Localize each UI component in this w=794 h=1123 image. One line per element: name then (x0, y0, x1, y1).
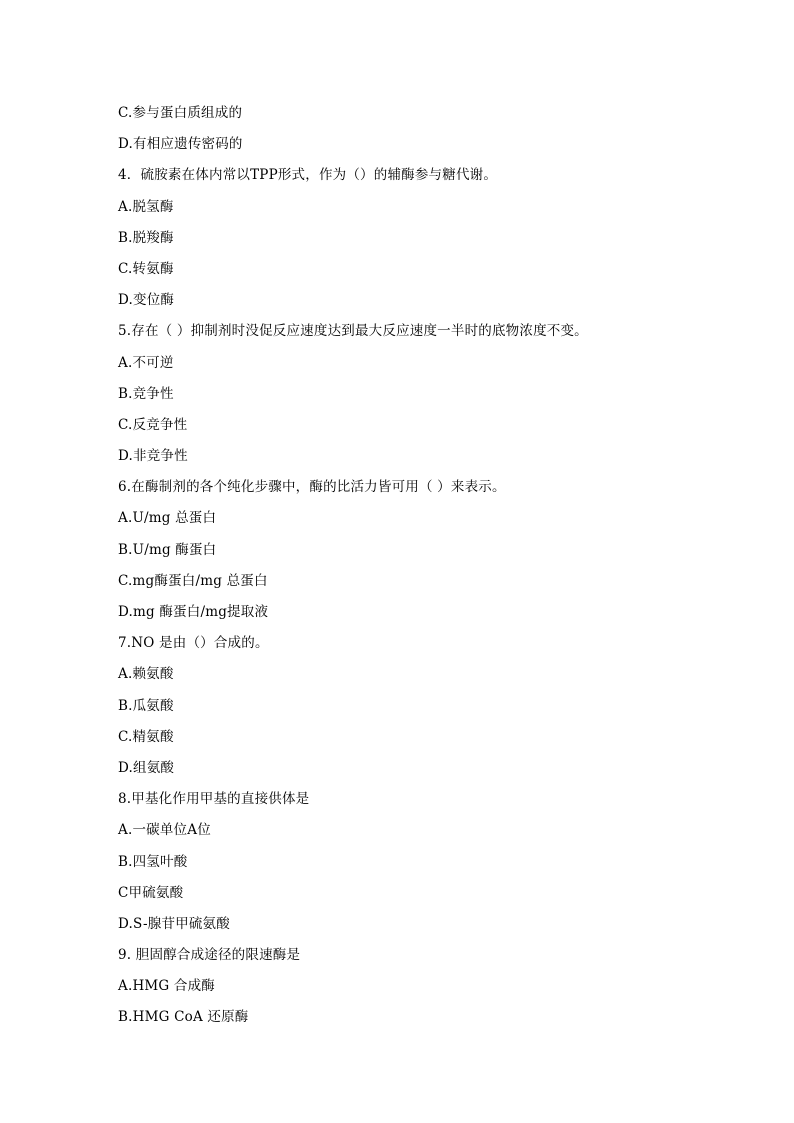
question-line: 6.在酶制剂的各个纯化步骤中，酶的比活力皆可用（ ）来表示。 (118, 479, 506, 496)
question-line: 9. 胆固醇合成途径的限速酶是 (118, 947, 301, 964)
option-line: C.反竞争性 (118, 416, 188, 433)
option-line: A.脱氢酶 (118, 198, 174, 215)
question-line: 7.NO 是由（）合成的。 (118, 635, 269, 652)
option-line: C.精氨酸 (118, 728, 174, 745)
option-line: B.竞争性 (118, 385, 174, 402)
option-line: C.mg酶蛋白/mg 总蛋白 (118, 572, 268, 589)
option-line: D.组氨酸 (118, 759, 175, 776)
question-line: 4．硫胺素在体内常以TPP形式，作为（）的辅酶参与糖代谢。 (118, 167, 498, 184)
option-line: B.脱羧酶 (118, 229, 174, 246)
option-line: D.S-腺苷甲硫氨酸 (118, 915, 230, 932)
option-line: C.参与蛋白质组成的 (118, 105, 243, 121)
question-line: 5.存在（ ）抑制剂时没促反应速度达到最大反应速度一半时的底物浓度不变。 (118, 323, 588, 340)
option-line: D.非竞争性 (118, 448, 188, 465)
option-line: B.HMG CoA 还原酶 (118, 1009, 249, 1026)
document-body (118, 103, 718, 1039)
option-line: A.赖氨酸 (118, 666, 174, 683)
option-line: A.一碳单位A位 (118, 822, 211, 839)
option-line: D.mg 酶蛋白/mg提取液 (118, 604, 269, 620)
option-line: A.不可逆 (118, 354, 174, 371)
option-line: B.瓜氨酸 (118, 697, 174, 714)
option-line: A.HMG 合成酶 (118, 978, 216, 995)
option-line: C甲硫氨酸 (118, 884, 184, 901)
option-line: A.U/mg 总蛋白 (118, 510, 217, 527)
option-line: C.转氨酶 (118, 260, 174, 277)
question-line: 8.甲基化作用甲基的直接供体是 (118, 791, 310, 808)
option-line: B.U/mg 酶蛋白 (118, 541, 217, 558)
option-line: B.四氢叶酸 (118, 853, 188, 870)
option-line: D.有相应遗传密码的 (118, 136, 243, 153)
option-line: D.变位酶 (118, 292, 175, 309)
